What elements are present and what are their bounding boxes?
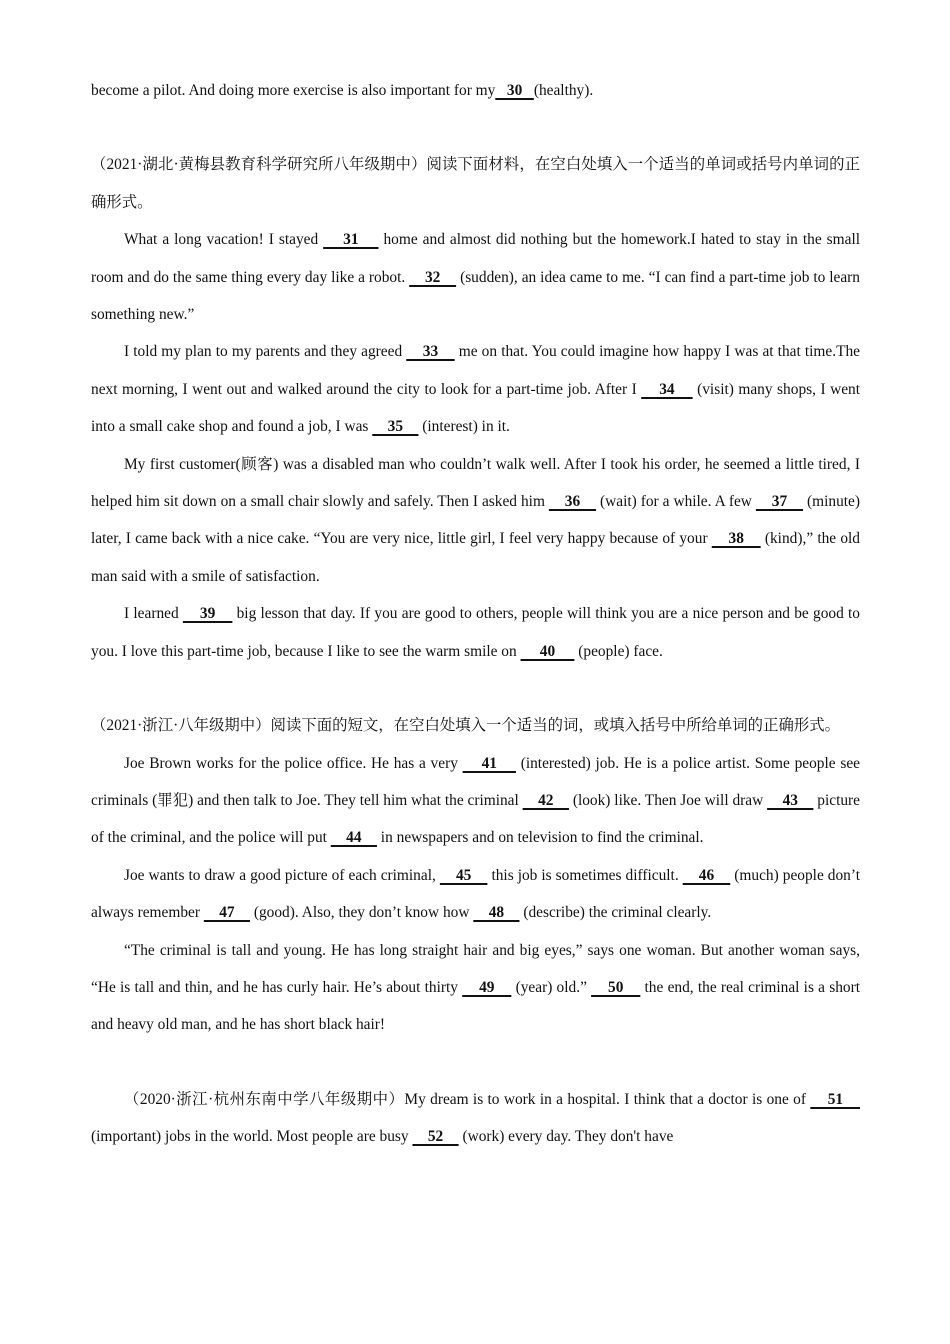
text: the end, the real criminal is a short and heavy old man, and he has short black hair! [91,978,861,1034]
heading-text: （2020·浙江·杭州东南中学八年级期中） [124,1090,405,1108]
text: (wait) for a while. A few [596,493,756,511]
blank-35: 35 [372,418,419,436]
passage2-paragraph-1 [91,745,860,857]
blank-44: 44 [330,829,377,847]
text: What a long vacation! I stayed [124,231,324,249]
text: My dream is to work in a hospital. I think that a doctor is one of [404,1090,811,1108]
blank-42: 42 [522,791,569,809]
blank-45: 45 [439,866,488,884]
blank-40: 40 [520,642,575,660]
blank-39: 39 [182,605,233,623]
text: (people) face. [574,642,663,660]
text: picture of the criminal, and the police will put [91,791,860,847]
blank-32: 32 [409,268,457,286]
blank-49: 49 [462,978,512,996]
blank-36: 36 [548,493,597,511]
text: (healthy). [533,82,594,99]
text: become a pilot. And doing more exercise is also important for my [91,82,496,99]
passage2-paragraph-3 [91,932,860,1044]
paragraph-continuation [91,72,860,109]
text: big lesson that day. If you are good to others, people will think you are a nice person and be good to you. I love this part-time job, because I like to see the warm smile on [91,605,860,660]
passage1-paragraph-2 [91,333,860,445]
text: I learned [124,605,183,623]
passage1-paragraph-4 [91,595,860,670]
text: My first customer(顾客) was a disabled man who couldn’t walk well. After I took his order, he seemed a little tired, I helped him sit down on a small chair slowly and safely. Then I asked him [91,455,860,511]
passage3-paragraph-1 [91,1081,860,1156]
blank-47: 47 [203,904,250,922]
blank-41: 41 [462,754,516,772]
blank-46: 46 [682,866,731,884]
text: (important) jobs in the world. Most people are busy [91,1128,413,1146]
text: Joe wants to draw a good picture of each criminal, [124,866,440,884]
heading-text: （2021·湖北·黄梅县教育科学研究所八年级期中）阅读下面材料，在空白处填入一个适当的单词或括号内单词的正确形式。 [91,156,860,211]
section-heading-2 [91,707,860,744]
section-heading-1 [91,146,860,221]
text: (much) people don’t always remember [91,866,861,922]
blank-43: 43 [767,791,814,809]
blank-34: 34 [641,380,693,398]
passage2-paragraph-2 [91,857,860,932]
text: (work) every day. They don't have [458,1128,674,1146]
text: (interest) in it. [418,418,510,436]
passage1-paragraph-1 [91,221,860,333]
blank-48: 48 [473,904,520,922]
blank-38: 38 [711,530,761,548]
document-page [91,0,860,1156]
text: (interested) job. He is a police artist. Some people see criminals (罪犯) and then talk to Joe. They tell him what the criminal [91,754,860,809]
blank-30: 30 [495,82,534,99]
text: I told my plan to my parents and they agreed [124,343,407,361]
text: (minute) later, I came back with a nice cake. “You are very nice, little girl, I feel very happy because of your [91,493,861,548]
text: (sudden), an idea came to me. “I can find a part-time job to learn something new.” [91,268,861,324]
blank-33: 33 [406,343,455,361]
text: Joe Brown works for the police office. He has a very [124,754,463,772]
blank-37: 37 [755,493,804,511]
text: (look) like. Then Joe will draw [568,791,768,809]
blank-51: 51 [810,1090,860,1108]
text: (good). Also, they don’t know how [250,904,474,922]
text: (kind),” the old man said with a smile of satisfaction. [91,530,860,585]
text: this job is sometimes difficult. [487,866,683,884]
passage1-paragraph-3 [91,446,860,596]
text: in newspapers and on television to find the criminal. [376,829,704,847]
heading-text: （2021·浙江·八年级期中）阅读下面的短文，在空白处填入一个适当的词，或填入括号中所给单词的正确形式。 [91,717,841,735]
text: (year) old.” [511,978,592,996]
blank-52: 52 [412,1128,459,1146]
text: “The criminal is tall and young. He has long straight hair and big eyes,” says one woman. But another woman says, “He is tall and thin, and he has curly hair. He’s about thirty [91,941,860,996]
blank-31: 31 [323,231,379,249]
text: (visit) many shops, I went into a small cake shop and found a job, I was [91,380,861,436]
blank-50: 50 [591,978,641,996]
text: me on that. You could imagine how happy I was at that time.The next morning, I went out and walked around the city to look for a part-time job. After I [91,343,860,398]
text: (describe) the criminal clearly. [519,904,712,922]
text: home and almost did nothing but the homework.I hated to stay in the small room and do the same thing every day like a robot. [91,231,860,286]
